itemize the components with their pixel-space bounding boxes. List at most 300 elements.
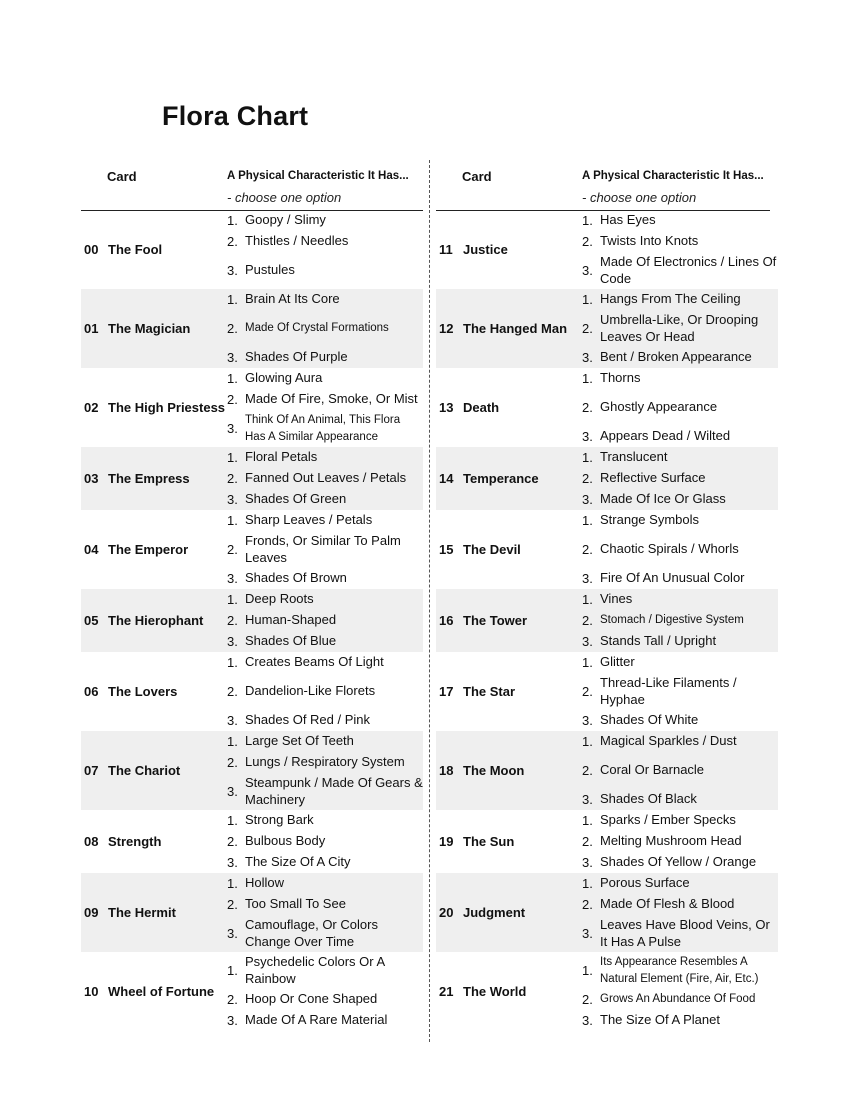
option-item bbox=[227, 468, 423, 489]
option-text: Deep Roots bbox=[245, 591, 314, 607]
option-text: Shades Of Yellow / Orange bbox=[600, 854, 757, 870]
card-row bbox=[436, 810, 778, 873]
option-text: Goopy / Slimy bbox=[245, 212, 326, 228]
option-number: 1. bbox=[227, 592, 238, 607]
card-row bbox=[436, 447, 778, 510]
card-number: 11 bbox=[439, 242, 453, 257]
option-text: Melting Mushroom Head bbox=[600, 833, 742, 849]
card-name: Justice bbox=[463, 242, 508, 257]
option-text: Stomach / Digestive System bbox=[600, 614, 744, 627]
option-number: 3. bbox=[582, 350, 593, 365]
option-text: Thread-Like Filaments / Hyphae bbox=[600, 675, 737, 707]
option-list bbox=[582, 289, 778, 368]
option-text: Made Of Electronics / Lines Of Code bbox=[600, 254, 777, 286]
option-item bbox=[582, 210, 778, 231]
card-name: The Hierophant bbox=[108, 613, 204, 628]
right-column bbox=[436, 166, 778, 1031]
option-text: Human-Shaped bbox=[245, 612, 337, 628]
option-item bbox=[582, 752, 778, 789]
option-item bbox=[582, 894, 778, 915]
card-label bbox=[436, 833, 582, 850]
option-text: Made Of Fire, Smoke, Or Mist bbox=[245, 391, 418, 407]
header-card: Card bbox=[462, 169, 492, 184]
option-text: Camouflage, Or Colors Change Over Time bbox=[245, 917, 378, 949]
card-name: The Star bbox=[463, 684, 516, 699]
option-item bbox=[582, 673, 778, 710]
option-item bbox=[582, 852, 778, 873]
card-row bbox=[436, 589, 778, 652]
card-label bbox=[436, 241, 582, 258]
option-number: 2. bbox=[227, 234, 238, 249]
card-label bbox=[436, 683, 582, 700]
option-item bbox=[227, 1010, 423, 1031]
card-row bbox=[436, 210, 778, 289]
option-text: Floral Petals bbox=[245, 449, 318, 465]
card-name: The Fool bbox=[108, 242, 163, 257]
option-item bbox=[582, 426, 778, 447]
card-name: The Hanged Man bbox=[463, 321, 568, 336]
option-item bbox=[582, 1010, 778, 1031]
card-row bbox=[81, 731, 423, 810]
option-text: Made Of A Rare Material bbox=[245, 1012, 388, 1028]
option-number: 1. bbox=[582, 292, 593, 307]
option-list bbox=[227, 810, 423, 873]
card-name: The Tower bbox=[463, 613, 528, 628]
option-item bbox=[227, 231, 423, 252]
option-number: 2. bbox=[227, 321, 238, 336]
option-text: Made Of Flesh & Blood bbox=[600, 896, 735, 912]
option-text: Its Appearance Resembles A Natural Element (Fire, Air, Etc.) bbox=[600, 956, 759, 985]
card-number: 20 bbox=[439, 905, 454, 920]
card-label bbox=[436, 762, 582, 779]
card-number: 19 bbox=[439, 834, 454, 849]
page-title: Flora Chart bbox=[162, 101, 309, 131]
option-number: 3. bbox=[582, 792, 593, 807]
card-name: The Empress bbox=[108, 471, 190, 486]
card-list bbox=[81, 210, 423, 1031]
option-number: 3. bbox=[227, 926, 238, 941]
card-number: 03 bbox=[84, 471, 99, 486]
option-item bbox=[227, 289, 423, 310]
option-list bbox=[582, 210, 778, 289]
option-text: Has Eyes bbox=[600, 212, 656, 228]
option-number: 3. bbox=[582, 855, 593, 870]
option-number: 2. bbox=[227, 834, 238, 849]
card-list bbox=[436, 210, 778, 1031]
option-list bbox=[582, 368, 778, 447]
option-item bbox=[227, 531, 423, 568]
option-number: 3. bbox=[227, 350, 238, 365]
card-label bbox=[81, 320, 227, 337]
option-number: 3. bbox=[582, 634, 593, 649]
option-list bbox=[227, 873, 423, 952]
option-number: 3. bbox=[582, 926, 593, 941]
option-number: 3. bbox=[227, 421, 238, 436]
option-text: Shades Of Brown bbox=[245, 570, 347, 586]
card-row bbox=[436, 873, 778, 952]
table-header bbox=[436, 166, 778, 210]
column-divider bbox=[429, 160, 430, 1042]
card-row bbox=[81, 289, 423, 368]
header-subtitle: - choose one option bbox=[582, 190, 697, 205]
card-name: The Sun bbox=[463, 834, 515, 849]
card-row bbox=[436, 368, 778, 447]
card-number: 07 bbox=[84, 763, 99, 778]
option-number: 3. bbox=[582, 429, 593, 444]
card-number: 16 bbox=[439, 613, 454, 628]
option-number: 1. bbox=[227, 450, 238, 465]
option-number: 1. bbox=[227, 513, 238, 528]
option-number: 2. bbox=[582, 400, 593, 415]
option-number: 1. bbox=[582, 876, 593, 891]
option-item bbox=[582, 347, 778, 368]
option-text: Hoop Or Cone Shaped bbox=[245, 991, 378, 1007]
option-text: Made Of Crystal Formations bbox=[245, 322, 389, 335]
option-list bbox=[227, 210, 423, 289]
option-number: 2. bbox=[582, 834, 593, 849]
card-row bbox=[81, 210, 423, 289]
card-name: Strength bbox=[108, 834, 162, 849]
option-number: 3. bbox=[582, 713, 593, 728]
option-item bbox=[227, 252, 423, 289]
card-name: The Devil bbox=[463, 542, 521, 557]
option-item bbox=[227, 510, 423, 531]
option-list bbox=[227, 447, 423, 510]
option-number: 1. bbox=[227, 292, 238, 307]
table-header bbox=[81, 166, 423, 210]
card-number: 04 bbox=[84, 542, 99, 557]
card-name: The High Priestess bbox=[108, 400, 226, 415]
option-number: 1. bbox=[582, 213, 593, 228]
option-list bbox=[227, 731, 423, 810]
option-item bbox=[227, 952, 423, 989]
card-name: The Hermit bbox=[108, 905, 176, 920]
option-number: 2. bbox=[582, 321, 593, 336]
option-item bbox=[227, 731, 423, 752]
option-item bbox=[227, 610, 423, 631]
option-item bbox=[227, 710, 423, 731]
option-item bbox=[227, 489, 423, 510]
option-list bbox=[582, 652, 778, 731]
option-text: Vines bbox=[600, 591, 633, 607]
option-number: 2. bbox=[227, 542, 238, 557]
option-number: 1. bbox=[582, 592, 593, 607]
option-number: 1. bbox=[227, 213, 238, 228]
option-number: 3. bbox=[227, 855, 238, 870]
option-item bbox=[227, 210, 423, 231]
header-characteristic: A Physical Characteristic It Has... bbox=[582, 170, 764, 182]
option-item bbox=[582, 489, 778, 510]
card-number: 12 bbox=[439, 321, 454, 336]
option-number: 3. bbox=[227, 784, 238, 799]
option-text: Appears Dead / Wilted bbox=[600, 428, 731, 444]
card-label bbox=[436, 983, 582, 1000]
option-list bbox=[582, 731, 778, 810]
option-text: Ghostly Appearance bbox=[600, 399, 718, 415]
option-text: Think Of An Animal, This Flora Has A Similar Appearance bbox=[245, 414, 401, 443]
card-number: 02 bbox=[84, 400, 99, 415]
card-number: 13 bbox=[439, 400, 454, 415]
option-item bbox=[227, 310, 423, 347]
option-number: 1. bbox=[227, 963, 238, 978]
option-text: Chaotic Spirals / Whorls bbox=[600, 541, 739, 557]
option-text: Lungs / Respiratory System bbox=[245, 754, 405, 770]
option-number: 1. bbox=[582, 450, 593, 465]
option-text: Hangs From The Ceiling bbox=[600, 291, 741, 307]
option-text: Glitter bbox=[600, 654, 635, 670]
option-text: Dandelion-Like Florets bbox=[245, 683, 376, 699]
option-item bbox=[582, 231, 778, 252]
card-number: 05 bbox=[84, 613, 99, 628]
header-card: Card bbox=[107, 169, 137, 184]
option-list bbox=[582, 873, 778, 952]
card-number: 18 bbox=[439, 763, 454, 778]
option-text: Glowing Aura bbox=[245, 370, 323, 386]
option-item bbox=[582, 252, 778, 289]
option-number: 3. bbox=[227, 1013, 238, 1028]
card-label bbox=[81, 470, 227, 487]
option-item bbox=[582, 610, 778, 631]
card-label bbox=[81, 612, 227, 629]
option-item bbox=[582, 289, 778, 310]
option-text: Pustules bbox=[245, 262, 295, 278]
option-number: 1. bbox=[582, 371, 593, 386]
option-item bbox=[227, 894, 423, 915]
option-item bbox=[582, 510, 778, 531]
card-row bbox=[81, 447, 423, 510]
option-text: Thistles / Needles bbox=[245, 233, 349, 249]
option-item bbox=[582, 831, 778, 852]
header-characteristic: A Physical Characteristic It Has... bbox=[227, 170, 409, 182]
option-item bbox=[227, 852, 423, 873]
option-number: 3. bbox=[582, 571, 593, 586]
card-name: The Moon bbox=[463, 763, 525, 778]
option-item bbox=[582, 915, 778, 952]
card-number: 17 bbox=[439, 684, 454, 699]
card-row bbox=[436, 289, 778, 368]
option-number: 2. bbox=[582, 234, 593, 249]
card-number: 15 bbox=[439, 542, 454, 557]
option-number: 1. bbox=[227, 371, 238, 386]
option-number: 2. bbox=[582, 763, 593, 778]
option-text: Magical Sparkles / Dust bbox=[600, 733, 737, 749]
option-text: Steampunk / Made Of Gears & Machinery bbox=[245, 775, 423, 807]
option-number: 2. bbox=[582, 542, 593, 557]
option-item bbox=[227, 347, 423, 368]
card-number: 06 bbox=[84, 684, 99, 699]
card-number: 01 bbox=[84, 321, 99, 336]
card-row bbox=[436, 731, 778, 810]
card-label bbox=[81, 983, 227, 1000]
option-number: 1. bbox=[582, 813, 593, 828]
option-text: Shades Of Blue bbox=[245, 633, 337, 649]
option-text: Shades Of Green bbox=[245, 491, 347, 507]
option-text: Too Small To See bbox=[245, 896, 346, 912]
option-list bbox=[227, 652, 423, 731]
option-number: 3. bbox=[227, 713, 238, 728]
card-name: The Lovers bbox=[108, 684, 178, 699]
option-item bbox=[582, 873, 778, 894]
option-text: Shades Of Black bbox=[600, 791, 697, 807]
card-label bbox=[81, 762, 227, 779]
card-row bbox=[81, 810, 423, 873]
option-list bbox=[227, 510, 423, 589]
option-item bbox=[582, 468, 778, 489]
card-row bbox=[81, 510, 423, 589]
option-list bbox=[227, 589, 423, 652]
card-label bbox=[81, 904, 227, 921]
option-text: Shades Of White bbox=[600, 712, 699, 728]
option-item bbox=[227, 752, 423, 773]
card-label bbox=[81, 833, 227, 850]
option-text: Leaves Have Blood Veins, Or It Has A Pulse bbox=[600, 917, 770, 949]
option-item bbox=[227, 652, 423, 673]
option-item bbox=[227, 831, 423, 852]
option-number: 3. bbox=[227, 492, 238, 507]
option-item bbox=[227, 773, 423, 810]
card-number: 08 bbox=[84, 834, 99, 849]
option-number: 3. bbox=[227, 634, 238, 649]
option-item bbox=[582, 810, 778, 831]
card-label bbox=[436, 612, 582, 629]
option-number: 3. bbox=[227, 263, 238, 278]
option-text: Shades Of Purple bbox=[245, 349, 348, 365]
option-number: 2. bbox=[582, 992, 593, 1007]
card-name: Death bbox=[463, 400, 500, 415]
option-text: Fanned Out Leaves / Petals bbox=[245, 470, 407, 486]
option-text: Bent / Broken Appearance bbox=[600, 349, 752, 365]
option-number: 3. bbox=[582, 263, 593, 278]
option-item bbox=[582, 710, 778, 731]
card-number: 21 bbox=[439, 984, 454, 999]
card-number: 00 bbox=[84, 242, 99, 257]
option-item bbox=[582, 789, 778, 810]
option-text: Strange Symbols bbox=[600, 512, 699, 528]
card-label bbox=[436, 470, 582, 487]
card-row bbox=[81, 873, 423, 952]
option-list bbox=[582, 589, 778, 652]
option-item bbox=[582, 731, 778, 752]
option-item bbox=[582, 652, 778, 673]
option-item bbox=[227, 673, 423, 710]
card-row bbox=[81, 952, 423, 1031]
option-text: Coral Or Barnacle bbox=[600, 762, 705, 778]
option-text: Thorns bbox=[600, 370, 641, 386]
option-text: Grows An Abundance Of Food bbox=[600, 993, 756, 1006]
card-name: The Emperor bbox=[108, 542, 189, 557]
option-item bbox=[227, 447, 423, 468]
card-name: The World bbox=[463, 984, 527, 999]
option-list bbox=[227, 289, 423, 368]
option-number: 1. bbox=[227, 876, 238, 891]
left-column bbox=[81, 166, 423, 1031]
card-label bbox=[436, 320, 582, 337]
option-item bbox=[227, 810, 423, 831]
card-number: 09 bbox=[84, 905, 99, 920]
option-text: The Size Of A Planet bbox=[600, 1012, 720, 1028]
option-number: 1. bbox=[582, 513, 593, 528]
option-list bbox=[227, 368, 423, 447]
option-text: Brain At Its Core bbox=[245, 291, 340, 307]
option-text: Translucent bbox=[600, 449, 668, 465]
card-row bbox=[436, 952, 778, 1031]
card-name: The Magician bbox=[108, 321, 191, 336]
option-number: 2. bbox=[227, 897, 238, 912]
option-text: Fronds, Or Similar To Palm Leaves bbox=[245, 533, 401, 565]
option-text: Creates Beams Of Light bbox=[245, 654, 384, 670]
option-item bbox=[582, 589, 778, 610]
card-name: Temperance bbox=[463, 471, 539, 486]
option-text: Fire Of An Unusual Color bbox=[600, 570, 745, 586]
option-number: 2. bbox=[227, 392, 238, 407]
option-number: 2. bbox=[582, 684, 593, 699]
option-text: Hollow bbox=[245, 875, 285, 891]
card-row bbox=[436, 652, 778, 731]
option-number: 1. bbox=[227, 813, 238, 828]
card-name: Wheel of Fortune bbox=[108, 984, 215, 999]
option-number: 1. bbox=[582, 655, 593, 670]
card-row bbox=[81, 589, 423, 652]
option-item bbox=[227, 873, 423, 894]
option-item bbox=[582, 531, 778, 568]
option-item bbox=[227, 410, 423, 447]
option-item bbox=[582, 631, 778, 652]
card-number: 14 bbox=[439, 471, 454, 486]
option-item bbox=[582, 389, 778, 426]
card-name: The Chariot bbox=[108, 763, 181, 778]
header-rule bbox=[81, 210, 423, 211]
option-number: 2. bbox=[227, 755, 238, 770]
option-text: Strong Bark bbox=[245, 812, 314, 828]
option-item bbox=[582, 310, 778, 347]
option-list bbox=[582, 952, 778, 1031]
card-number: 10 bbox=[84, 984, 99, 999]
option-text: The Size Of A City bbox=[245, 854, 351, 870]
option-item bbox=[227, 568, 423, 589]
option-number: 2. bbox=[227, 471, 238, 486]
option-number: 1. bbox=[582, 963, 593, 978]
option-item bbox=[582, 952, 778, 989]
card-label bbox=[81, 541, 227, 558]
option-number: 2. bbox=[227, 684, 238, 699]
option-number: 2. bbox=[582, 471, 593, 486]
option-text: Bulbous Body bbox=[245, 833, 326, 849]
option-item bbox=[227, 989, 423, 1010]
option-text: Large Set Of Teeth bbox=[245, 733, 354, 749]
option-text: Porous Surface bbox=[600, 875, 690, 891]
option-text: Reflective Surface bbox=[600, 470, 706, 486]
option-number: 3. bbox=[582, 492, 593, 507]
option-number: 2. bbox=[582, 897, 593, 912]
option-number: 2. bbox=[227, 992, 238, 1007]
option-list bbox=[582, 810, 778, 873]
header-subtitle: - choose one option bbox=[227, 190, 342, 205]
option-text: Sharp Leaves / Petals bbox=[245, 512, 373, 528]
option-number: 1. bbox=[227, 655, 238, 670]
option-text: Umbrella-Like, Or Drooping Leaves Or Head bbox=[600, 312, 759, 344]
option-item bbox=[582, 568, 778, 589]
option-list bbox=[582, 447, 778, 510]
option-number: 2. bbox=[227, 613, 238, 628]
option-item bbox=[582, 989, 778, 1010]
card-label bbox=[436, 904, 582, 921]
option-text: Shades Of Red / Pink bbox=[245, 712, 371, 728]
option-item bbox=[227, 915, 423, 952]
option-number: 3. bbox=[227, 571, 238, 586]
option-item bbox=[227, 368, 423, 389]
option-text: Stands Tall / Upright bbox=[600, 633, 717, 649]
header-rule bbox=[436, 210, 770, 211]
